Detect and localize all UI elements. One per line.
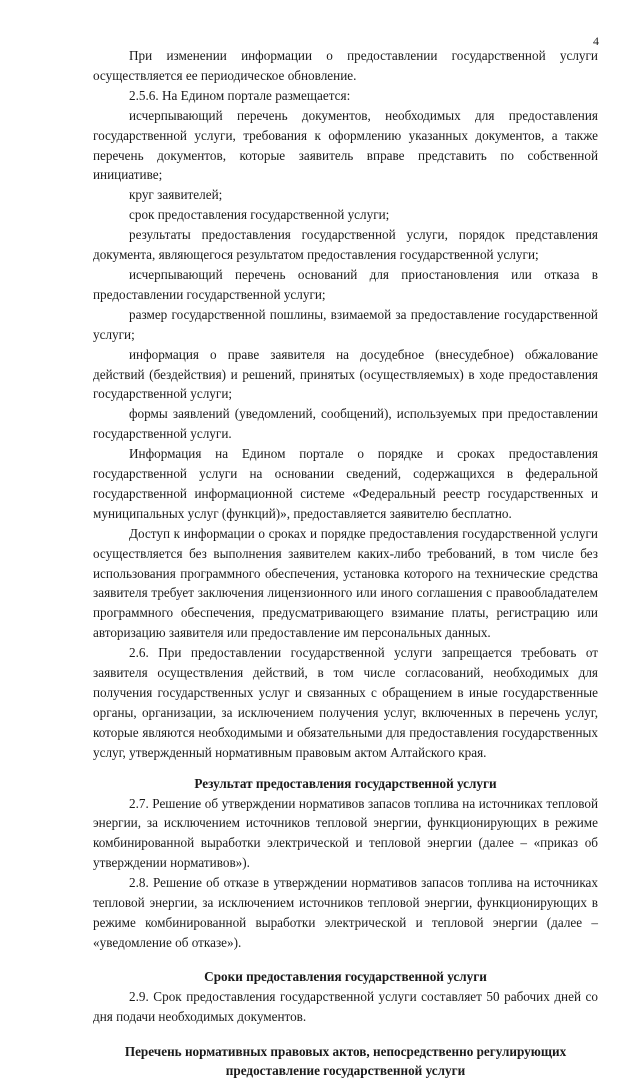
paragraph: При изменении информации о предоставлении государственной услуги осуществляется ее периодическое обновление. xyxy=(93,46,598,86)
paragraph: формы заявлений (уведомлений, сообщений), используемых при предоставлении государственной услуги. xyxy=(93,404,598,444)
paragraph: результаты предоставления государственной услуги, порядок представления документа, являющегося результатом предоставления государственной услуги; xyxy=(93,225,598,265)
paragraph: 2.7. Решение об утверждении нормативов запасов топлива на источниках тепловой энергии, за исключением источников тепловой энергии, функционирующих в режиме комбинированной выработки электрической и тепловой энергии (далее – «приказ об утверждении нормативов»). xyxy=(93,794,598,874)
paragraph: исчерпывающий перечень документов, необходимых для предоставления государственной услуги, требования к оформлению указанных документов, а также перечень документов, которые заявитель вправе представить по собственной инициативе; xyxy=(93,106,598,186)
document-body xyxy=(93,46,598,1081)
paragraph: 2.8. Решение об отказе в утверждении нормативов запасов топлива на источниках тепловой энергии, за исключением источников тепловой энергии, функционирующих в режиме комбинированной выработки электрической и тепловой энергии (далее – «уведомление об отказе»). xyxy=(93,873,598,953)
paragraph: 2.5.6. На Едином портале размещается: xyxy=(93,86,598,106)
paragraph: информация о праве заявителя на досудебное (внесудебное) обжалование действий (бездействия) и решений, принятых (осуществляемых) в ходе предоставления государственной услуги; xyxy=(93,345,598,405)
heading-line: предоставление государственной услуги xyxy=(226,1063,465,1078)
paragraph: исчерпывающий перечень оснований для приостановления или отказа в предоставлении государственной услуги; xyxy=(93,265,598,305)
paragraph: Информация на Едином портале о порядке и сроках предоставления государственной услуги на основании сведений, содержащихся в федеральной государственной информационной системе «Федеральный реестр государственных и муниципальных услуг (функций)», предоставляется заявителю бесплатно. xyxy=(93,444,598,524)
section-heading-terms: Сроки предоставления государственной услуги xyxy=(93,967,598,987)
heading-line: Перечень нормативных правовых актов, непосредственно регулирующих xyxy=(125,1044,566,1059)
paragraph: 2.9. Срок предоставления государственной услуги составляет 50 рабочих дней со дня подачи необходимых документов. xyxy=(93,987,598,1027)
paragraph: размер государственной пошлины, взимаемой за предоставление государственной услуги; xyxy=(93,305,598,345)
paragraph: 2.6. При предоставлении государственной услуги запрещается требовать от заявителя осуществления действий, в том числе согласований, необходимых для получения государственных услуг и связанных с обращением в иные государственные органы, организации, за исключением получения услуг, включенных в перечень услуг, которые являются необходимыми и обязательными для предоставления государственных услуг, утвержденный нормативным правовым актом Алтайского края. xyxy=(93,643,598,762)
section-heading-result: Результат предоставления государственной услуги xyxy=(93,774,598,794)
page-number: 4 xyxy=(593,34,599,49)
section-heading-acts xyxy=(93,1042,598,1081)
paragraph: Доступ к информации о сроках и порядке предоставления государственной услуги осуществляется без выполнения заявителем каких-либо требований, в том числе без использования программного обеспечения, установка которого на технические средства заявителя требует заключения лицензионного или иного соглашения с правообладателем программного обеспечения, предусматривающего взимание платы, регистрацию или авторизацию заявителя или предоставление им персональных данных. xyxy=(93,524,598,643)
paragraph: круг заявителей; xyxy=(93,185,598,205)
paragraph: срок предоставления государственной услуги; xyxy=(93,205,598,225)
